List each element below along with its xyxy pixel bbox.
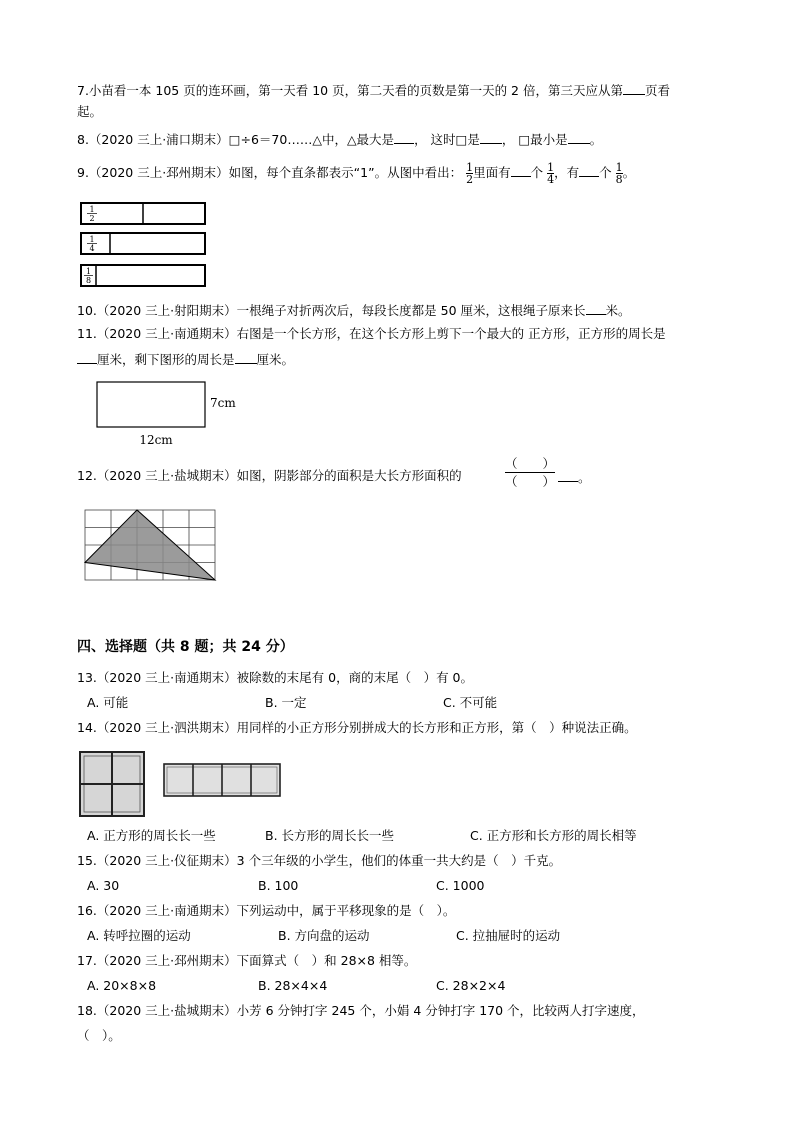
q9-fraction-half: $\frac{1}{2}$ — [466, 161, 474, 186]
question-14: 14.（2020 三上·泗洪期末）用同样的小正方形分别拼成大的长方形和正方形，第（ ）种说法正确。 — [77, 720, 637, 735]
q17-option-b[interactable]: B. 28×4×4 — [258, 978, 328, 993]
svg-text:8: 8 — [85, 276, 92, 285]
q9-blank-1 — [511, 163, 531, 177]
question-12: 12.（2020 三上·盐城期末）如图，阴影部分的面积是大长方形面积的 — [77, 468, 462, 483]
question-9: 9.（2020 三上·邳州期末）如图，每个直条都表示“1”。从图中看出： $\frac{1}{2}$ 里面有 个 $\frac{1}{4}$ ，有 个 $\frac{1}{8}$ 。 — [77, 161, 636, 186]
bar-quarter — [81, 233, 205, 254]
q7-text-end: 页看 — [645, 83, 671, 98]
q8-text-b: ， 这时□是 — [414, 132, 480, 147]
svg-text:2: 2 — [89, 214, 95, 223]
svg-text:1: 1 — [89, 235, 95, 244]
question-11: 11.（2020 三上·南通期末）右图是一个长方形，在这个长方形上剪下一个最大的 正方形，正方形的周长是 — [77, 326, 666, 341]
q11-width-label: 12cm — [139, 433, 173, 447]
q8-blank-1 — [394, 130, 414, 144]
q14-option-c[interactable]: C. 正方形和长方形的周长相等 — [470, 828, 637, 843]
q12-grid-diagram — [84, 509, 218, 583]
q11-blank-2 — [235, 350, 257, 364]
q9-blank-2 — [579, 163, 599, 177]
bar-half — [81, 203, 205, 224]
q10-text-a: 10.（2020 三上·射阳期末）一根绳子对折两次后，每段长度都是 50 厘米，这根绳子原来长 — [77, 303, 586, 318]
bar-eighth — [81, 265, 205, 286]
q8-text-d: 。 — [589, 132, 603, 147]
q15-option-c[interactable]: C. 1000 — [436, 878, 485, 893]
q9-text-c: 个 — [530, 165, 544, 180]
q8-blank-3 — [568, 130, 590, 144]
q14-diagram — [78, 750, 288, 818]
q7-blank — [623, 81, 645, 95]
q9-bars-diagram — [80, 201, 210, 291]
svg-text:1: 1 — [89, 205, 95, 214]
q14-option-a[interactable]: A. 正方形的周长长一些 — [87, 828, 216, 843]
q9-text-e: 个 — [599, 165, 612, 180]
q11-text-b: 厘米，剩下图形的周长是 — [97, 352, 235, 367]
q12-denominator: （ ） — [505, 474, 556, 489]
q18-line2: （ ）。 — [77, 1028, 121, 1043]
q15-option-a[interactable]: A. 30 — [87, 878, 120, 893]
question-15: 15.（2020 三上·仪征期末）3 个三年级的小学生，他们的体重一共大约是（ ）千克。 — [77, 853, 562, 868]
svg-text:1: 1 — [85, 267, 92, 276]
question-7 — [77, 81, 670, 99]
question-17: 17.（2020 三上·邳州期末）下面算式（ ）和 28×8 相等。 — [77, 953, 417, 968]
q11-rectangle-diagram — [95, 380, 245, 450]
question-13: 13.（2020 三上·南通期末）被除数的末尾有 0，商的末尾（ ）有 0。 — [77, 670, 473, 685]
q8-blank-2 — [480, 130, 502, 144]
question-8 — [77, 130, 602, 148]
q11-blank-1 — [77, 350, 97, 364]
q9-text-d: ，有 — [554, 165, 580, 180]
q16-option-c[interactable]: C. 拉抽屉时的运动 — [456, 928, 561, 943]
section-4-title: 四、选择题（共 8 题；共 24 分） — [77, 639, 294, 655]
q10-text-b: 米。 — [605, 303, 631, 318]
question-16: 16.（2020 三上·南通期末）下列运动中，属于平移现象的是（ ）。 — [77, 903, 456, 918]
question-18: 18.（2020 三上·盐城期末）小芳 6 分钟打字 245 个，小娟 4 分钟打字 170 个，比较两人打字速度， — [77, 1003, 645, 1018]
q7-line2: 起。 — [77, 104, 103, 119]
q15-option-b[interactable]: B. 100 — [258, 878, 299, 893]
q17-option-a[interactable]: A. 20×8×8 — [87, 978, 157, 993]
q14-option-b[interactable]: B. 长方形的周长长一些 — [265, 828, 395, 843]
q14-square-shape — [80, 752, 144, 816]
q16-option-b[interactable]: B. 方向盘的运动 — [278, 928, 370, 943]
svg-text:4: 4 — [89, 244, 95, 253]
q13-option-b[interactable]: B. 一定 — [265, 695, 307, 710]
q12-numerator: （ ） — [505, 456, 556, 471]
q11-line2 — [77, 350, 294, 368]
q13-option-a[interactable]: A. 可能 — [87, 695, 129, 710]
q16-option-a[interactable]: A. 转呼拉圈的运动 — [87, 928, 191, 943]
q12-blank — [558, 468, 578, 482]
q12-tail: 。 — [558, 468, 591, 486]
q8-text-a: 8.（2020 三上·浦口期末）□÷6＝70……△中，△最大是 — [77, 132, 395, 147]
q9-fraction-eighth: $\frac{1}{8}$ — [615, 161, 623, 186]
q8-text-c: ， □最小是 — [501, 132, 568, 147]
q14-rectangle-shape — [164, 764, 280, 796]
q9-text-a: 9.（2020 三上·邳州期末）如图，每个直条都表示“1”。从图中看出： — [77, 165, 463, 180]
q12-fraction — [505, 455, 555, 490]
q9-text-b: 里面有 — [473, 165, 511, 180]
q11-height-label: 7cm — [210, 396, 236, 410]
question-10 — [77, 301, 631, 319]
q11-rectangle — [97, 382, 205, 427]
q9-fraction-quarter: $\frac{1}{4}$ — [547, 161, 555, 186]
q17-option-c[interactable]: C. 28×2×4 — [436, 978, 506, 993]
q7-text: 7.小苗看一本 105 页的连环画，第一天看 10 页，第二天看的页数是第一天的 2 倍，第三天应从第 — [77, 83, 623, 98]
q11-text-c: 厘米。 — [256, 352, 295, 367]
q13-option-c[interactable]: C. 不可能 — [443, 695, 498, 710]
q10-blank — [586, 301, 606, 315]
